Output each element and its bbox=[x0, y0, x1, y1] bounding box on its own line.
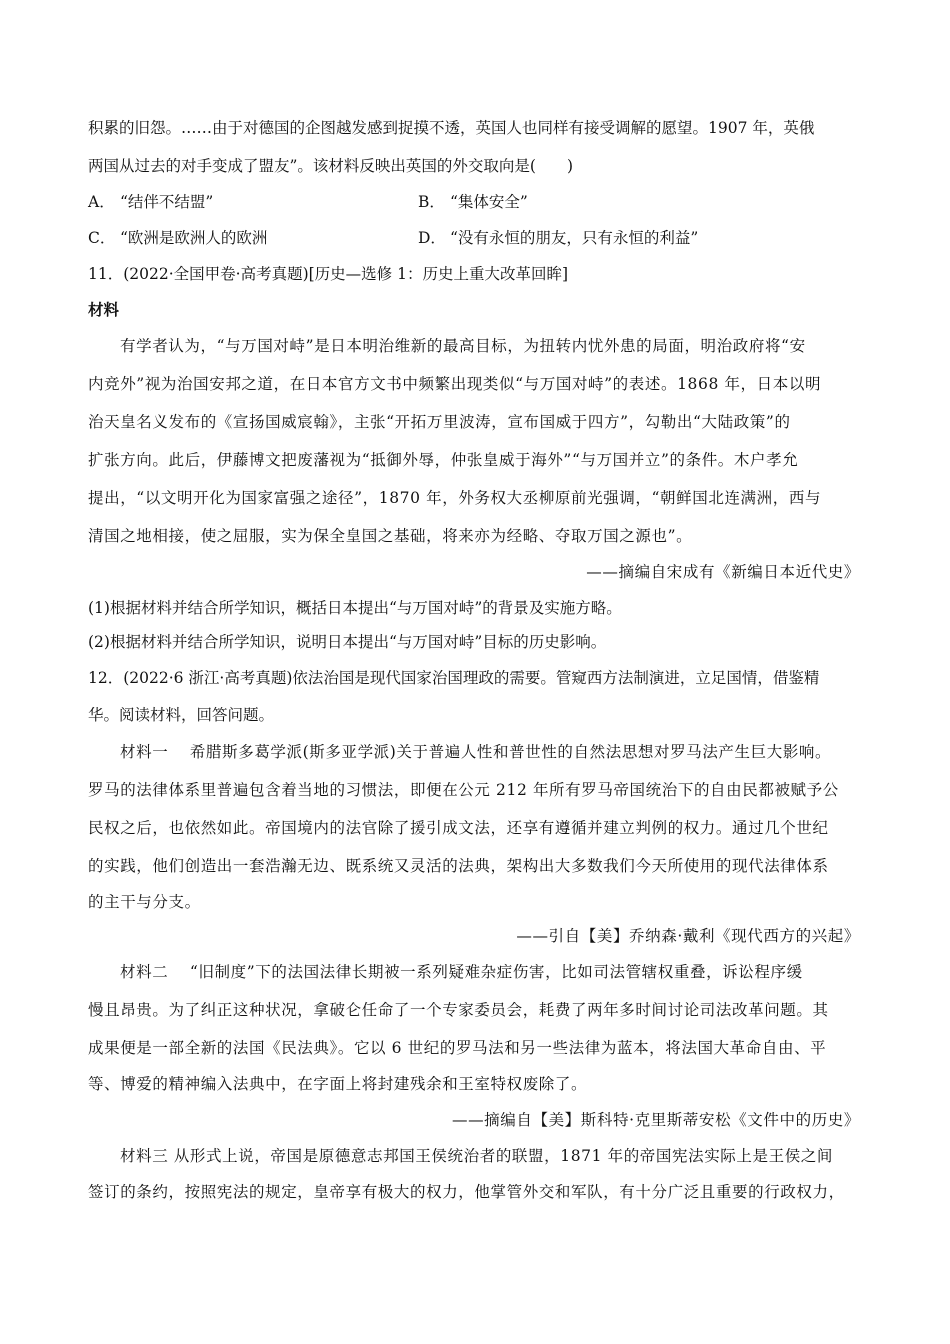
m1-line-1: 材料一 希腊斯多葛学派(斯多亚学派)关于普遍人性和普世性的自然法思想对罗马法产生巨大影响。 bbox=[120, 743, 832, 761]
q11-material-line-5: 提出，“以文明开化为国家富强之途径”，1870 年，外务权大丞柳原前光强调，“朝鲜国北连满洲，西与 bbox=[88, 489, 822, 507]
m1-source: ——引自【美】乔纳森·戴利《现代西方的兴起》 bbox=[516, 927, 860, 945]
option-letter: D． bbox=[418, 229, 446, 247]
option-text: “欧洲是欧洲人的欧洲 bbox=[120, 229, 268, 247]
q11-material-line-2: 内竞外”视为治国安邦之道，在日本官方文书中频繁出现类似“与万国对峙”的表述。1868 年，日本以明 bbox=[88, 375, 822, 393]
m1-line-2: 罗马的法律体系里普遍包含着当地的习惯法，即便在公元 212 年所有罗马帝国统治下的自由民都被赋予公 bbox=[88, 781, 839, 799]
q11-subquestion-1: (1)根据材料并结合所学知识，概括日本提出“与万国对峙”的背景及实施方略。 bbox=[88, 599, 622, 617]
q11-material-line-1: 有学者认为，“与万国对峙”是日本明治维新的最高目标，为扭转内忧外患的局面，明治政府将“安 bbox=[120, 337, 806, 355]
m2-line-1: 材料二 “旧制度”下的法国法律长期被一系列疑难杂症伤害，比如司法管辖权重叠，诉讼程序缓 bbox=[120, 963, 803, 981]
q11-subquestion-2: (2)根据材料并结合所学知识，说明日本提出“与万国对峙”目标的历史影响。 bbox=[88, 633, 607, 651]
q12-heading-line-2: 华。阅读材料，回答问题。 bbox=[88, 706, 275, 724]
q10-option-d[interactable] bbox=[418, 228, 862, 248]
m2-line-4: 等、博爱的精神编入法典中，在字面上将封建残余和王室特权废除了。 bbox=[88, 1075, 588, 1093]
m1-line-3: 民权之后，也依然如此。帝国境内的法官除了援引成文法，还享有遵循并建立判例的权力。通过几个世纪 bbox=[88, 819, 829, 837]
m1-line-5: 的主干与分支。 bbox=[88, 893, 201, 911]
m2-line-3: 成果便是一部全新的法国《民法典》。它以 6 世纪的罗马法和另一些法律为蓝本，将法国大革命自由、平 bbox=[88, 1039, 827, 1057]
option-letter: A． bbox=[88, 193, 115, 211]
material-label: 材料 bbox=[88, 300, 120, 319]
q11-material-line-3: 治天皇名义发布的《宣扬国威宸翰》，主张“开拓万里波涛，宣布国威于四方”，勾勒出“大陆政策”的 bbox=[88, 413, 791, 431]
q11-material-line-6: 清国之地相接，使之屈服，实为保全皇国之基础，将来亦为经略、夺取万国之源也”。 bbox=[88, 527, 693, 545]
q11-source: ——摘编自宋成有《新编日本近代史》 bbox=[586, 563, 860, 581]
q10-option-c[interactable] bbox=[88, 228, 408, 248]
option-text: “集体安全” bbox=[450, 193, 528, 211]
m2-source: ——摘编自【美】斯科特·克里斯蒂安松《文件中的历史》 bbox=[451, 1111, 860, 1129]
option-text: “结伴不结盟” bbox=[120, 193, 214, 211]
q11-material-line-4: 扩张方向。此后，伊藤博文把废藩视为“抵御外辱，仲张皇威于海外”“与万国并立”的条件。木户孝允 bbox=[88, 451, 799, 469]
m3-line-2: 签订的条约，按照宪法的规定，皇帝享有极大的权力，他掌管外交和军队，有十分广泛且重要的行政权力， bbox=[88, 1183, 845, 1201]
q10-option-a[interactable] bbox=[88, 192, 408, 212]
option-letter: C． bbox=[88, 229, 116, 247]
option-text: “没有永恒的朋友，只有永恒的利益” bbox=[450, 229, 699, 247]
q10-option-b[interactable] bbox=[418, 192, 862, 212]
q12-heading-line-1: 12．(2022·6 浙江·高考真题)依法治国是现代国家治国理政的需要。管窥西方法制演进，立足国情，借鉴精 bbox=[88, 669, 820, 687]
q10-stem-line-1: 积累的旧怨。……由于对德国的企图越发感到捉摸不透，英国人也同样有接受调解的愿望。1907 年，英俄 bbox=[88, 119, 815, 137]
q11-heading: 11．(2022·全国甲卷·高考真题)[历史—选修 1：历史上重大改革回眸] bbox=[88, 265, 569, 283]
q10-stem-line-2: 两国从过去的对手变成了盟友”。该材料反映出英国的外交取向是( ) bbox=[88, 157, 574, 175]
m3-line-1: 材料三 从形式上说，帝国是原德意志邦国王侯统治者的联盟，1871 年的帝国宪法实际上是王侯之间 bbox=[120, 1147, 834, 1165]
option-letter: B． bbox=[418, 193, 445, 211]
m1-line-4: 的实践，他们创造出一套浩瀚无边、既系统又灵活的法典，架构出大多数我们今天所使用的现代法律体系 bbox=[88, 857, 829, 875]
m2-line-2: 慢且昂贵。为了纠正这种状况，拿破仑任命了一个专家委员会，耗费了两年多时间讨论司法改革问题。其 bbox=[88, 1001, 829, 1019]
